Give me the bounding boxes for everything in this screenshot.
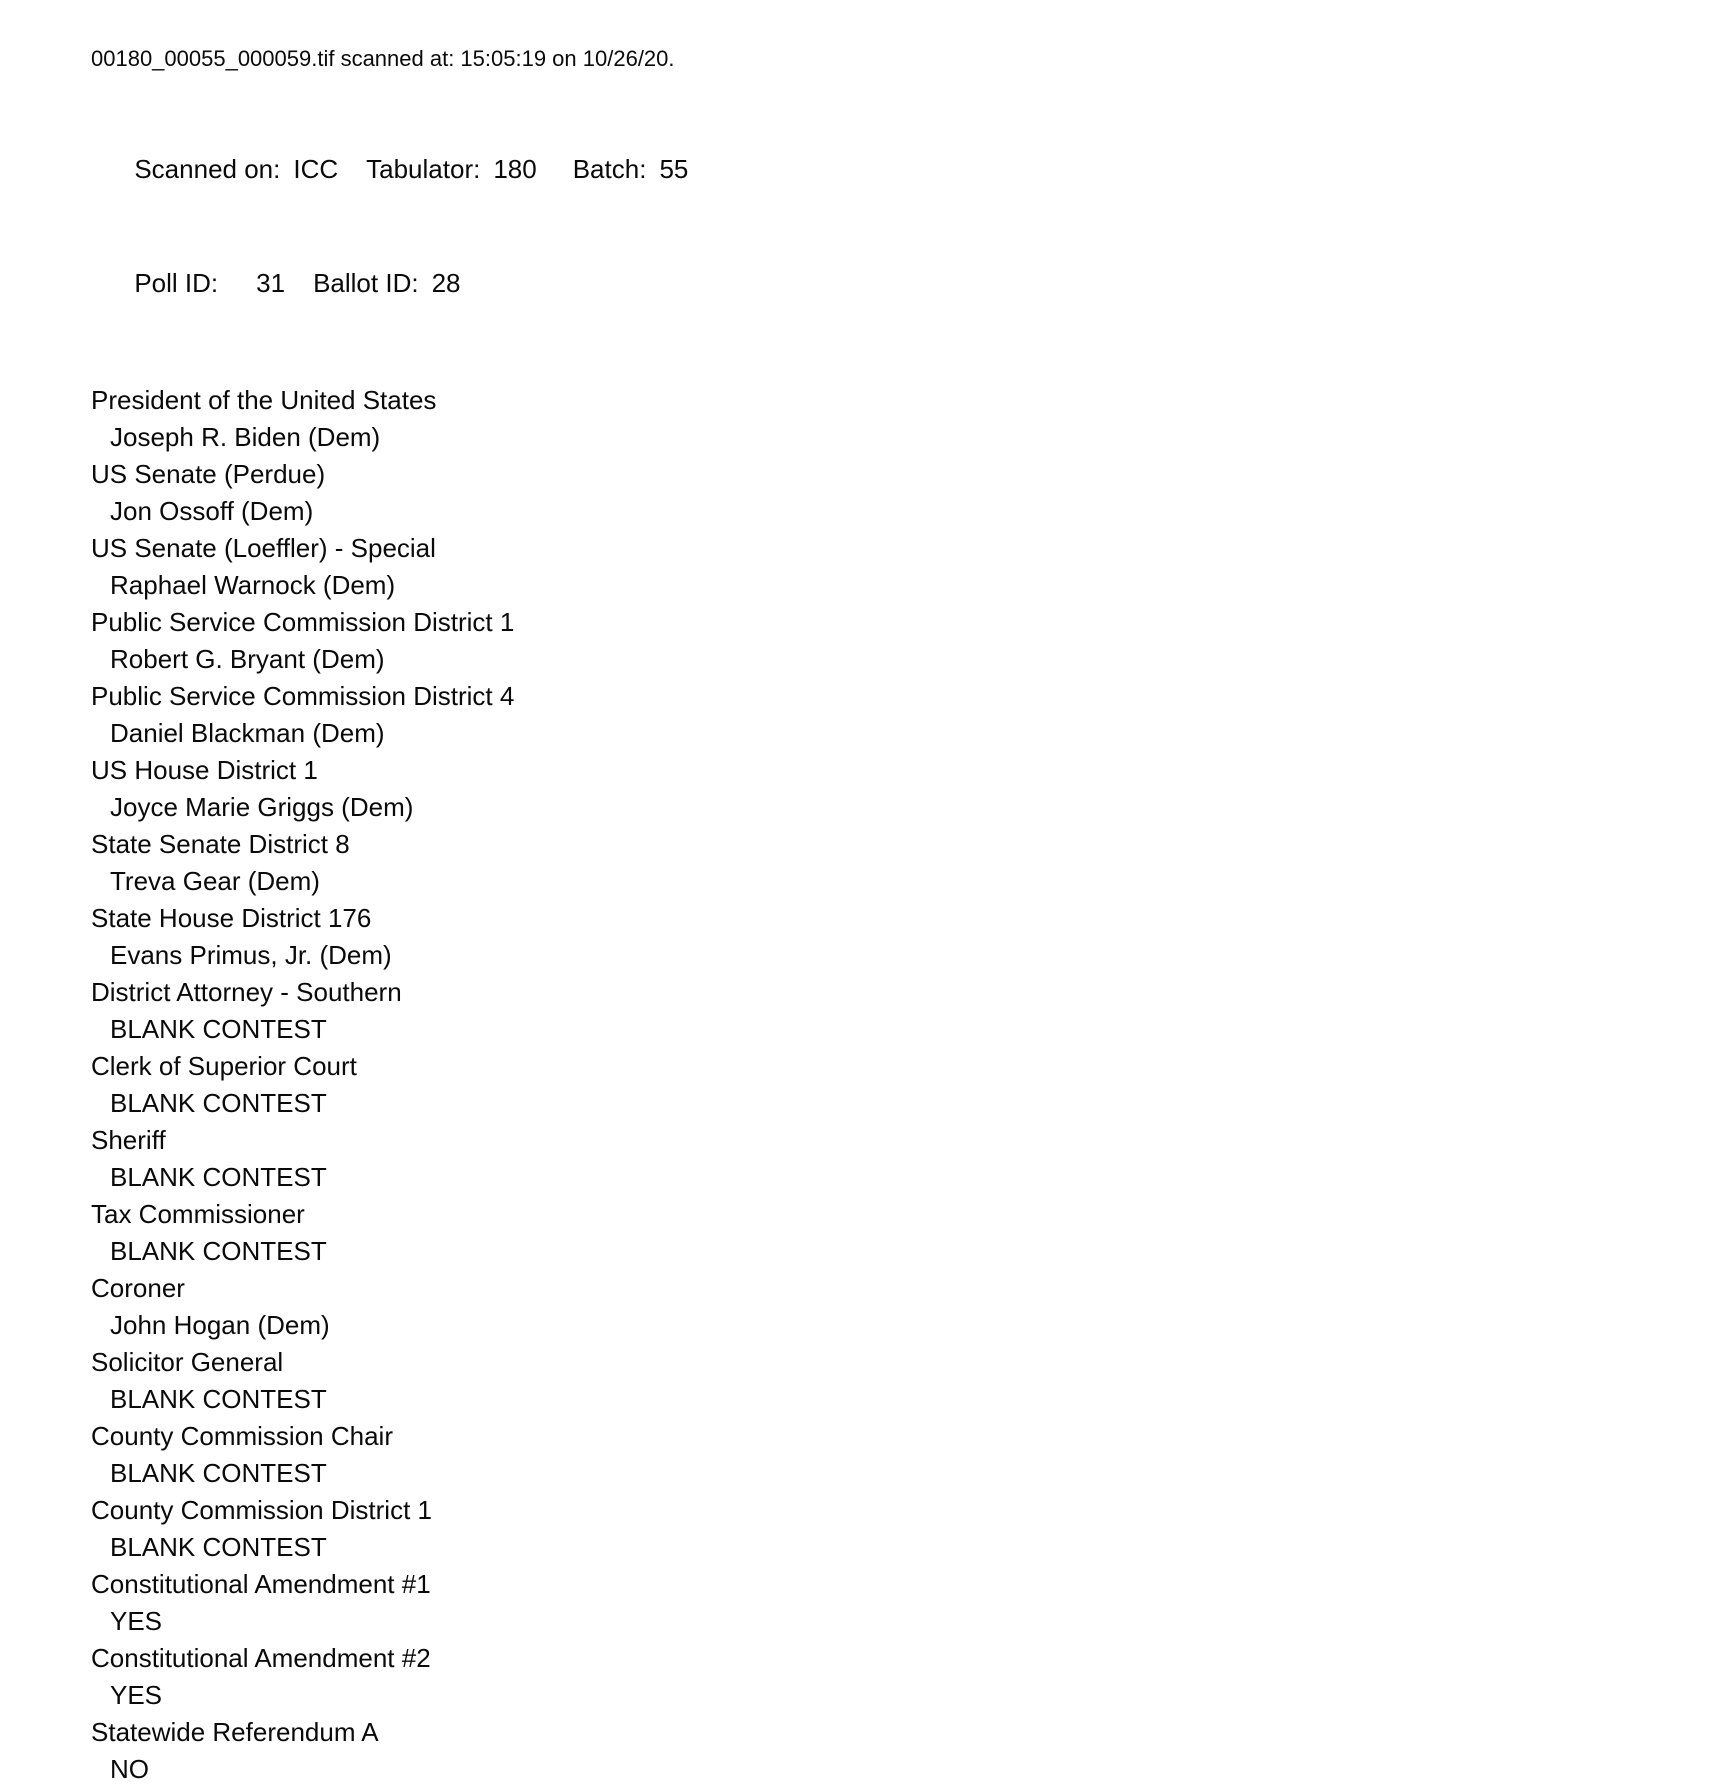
contest-title: State Senate District 8 xyxy=(91,829,350,859)
contest-selection: Jon Ossoff (Dem) xyxy=(110,496,314,526)
contest-selection: BLANK CONTEST xyxy=(110,1532,327,1562)
contest-row xyxy=(91,604,1711,678)
contest-title: District Attorney - Southern xyxy=(91,977,402,1007)
contest-title: Clerk of Superior Court xyxy=(91,1051,357,1081)
contest-row xyxy=(91,1048,1711,1122)
contest-selection: Daniel Blackman (Dem) xyxy=(110,718,385,748)
contest-row xyxy=(91,900,1711,974)
contest-selection: BLANK CONTEST xyxy=(110,1014,327,1044)
poll-id-value: 31 xyxy=(256,268,286,298)
contest-title: Statewide Referendum A xyxy=(91,1717,379,1747)
contest-row xyxy=(91,1122,1711,1196)
contest-title: Public Service Commission District 4 xyxy=(91,681,515,711)
poll-id-label: Poll ID: xyxy=(134,268,219,298)
contest-title: State House District 176 xyxy=(91,903,372,933)
contest-row xyxy=(91,752,1711,826)
contest-row xyxy=(91,1714,1711,1788)
contest-row xyxy=(91,826,1711,900)
contest-title: County Commission District 1 xyxy=(91,1495,432,1525)
contest-selection: Treva Gear (Dem) xyxy=(110,866,320,896)
contest-row xyxy=(91,456,1711,530)
contest-selection: BLANK CONTEST xyxy=(110,1236,327,1266)
batch-value: 55 xyxy=(659,154,689,184)
contest-row xyxy=(91,530,1711,604)
contest-row xyxy=(91,1270,1711,1344)
contest-title: County Commission Chair xyxy=(91,1421,393,1451)
contest-selection: YES xyxy=(110,1606,163,1636)
contest-title: Public Service Commission District 1 xyxy=(91,607,515,637)
contest-title: Constitutional Amendment #2 xyxy=(91,1643,431,1673)
contest-selection: BLANK CONTEST xyxy=(110,1162,327,1192)
contest-row xyxy=(91,1196,1711,1270)
batch-label: Batch: xyxy=(572,154,647,184)
scanned-on-value: ICC xyxy=(293,154,339,184)
tabulator-value: 180 xyxy=(493,154,537,184)
contest-title: Solicitor General xyxy=(91,1347,284,1377)
contest-list xyxy=(91,382,1711,1788)
contest-title: US Senate (Loeffler) - Special xyxy=(91,533,436,563)
contest-row xyxy=(91,1492,1711,1566)
contest-row xyxy=(91,1640,1711,1714)
contest-title: Sheriff xyxy=(91,1125,166,1155)
ballot-id-label: Ballot ID: xyxy=(313,268,419,298)
file-scan-header: 00180_00055_000059.tif scanned at: 15:05:19 on 10/26/20. xyxy=(91,46,675,71)
contest-row xyxy=(91,382,1711,456)
contest-selection: Evans Primus, Jr. (Dem) xyxy=(110,940,392,970)
scanned-ballot-document xyxy=(0,46,1711,1784)
contest-title: US Senate (Perdue) xyxy=(91,459,326,489)
contest-title: Constitutional Amendment #1 xyxy=(91,1569,431,1599)
contest-selection: Raphael Warnock (Dem) xyxy=(110,570,396,600)
contest-title: US House District 1 xyxy=(91,755,318,785)
contest-selection: YES xyxy=(110,1680,163,1710)
contest-title: Tax Commissioner xyxy=(91,1199,305,1229)
contest-selection: Joseph R. Biden (Dem) xyxy=(110,422,381,452)
contest-title: President of the United States xyxy=(91,385,437,415)
ballot-id-value: 28 xyxy=(431,268,461,298)
scan-info-line-2 xyxy=(91,226,1711,340)
tabulator-label: Tabulator: xyxy=(366,154,481,184)
contest-title: Coroner xyxy=(91,1273,185,1303)
scan-info-line-1 xyxy=(91,112,1711,226)
contest-selection: Robert G. Bryant (Dem) xyxy=(110,644,385,674)
scanned-on-label: Scanned on: xyxy=(134,154,281,184)
contest-selection: John Hogan (Dem) xyxy=(110,1310,330,1340)
contest-row xyxy=(91,1344,1711,1418)
contest-selection: BLANK CONTEST xyxy=(110,1458,327,1488)
contest-selection: BLANK CONTEST xyxy=(110,1088,327,1118)
contest-row xyxy=(91,678,1711,752)
contest-selection: BLANK CONTEST xyxy=(110,1384,327,1414)
contest-selection: Joyce Marie Griggs (Dem) xyxy=(110,792,414,822)
contest-row xyxy=(91,1566,1711,1640)
contest-selection: NO xyxy=(110,1754,149,1784)
contest-row xyxy=(91,1418,1711,1492)
scan-info-block xyxy=(91,112,1711,340)
contest-row xyxy=(91,974,1711,1048)
